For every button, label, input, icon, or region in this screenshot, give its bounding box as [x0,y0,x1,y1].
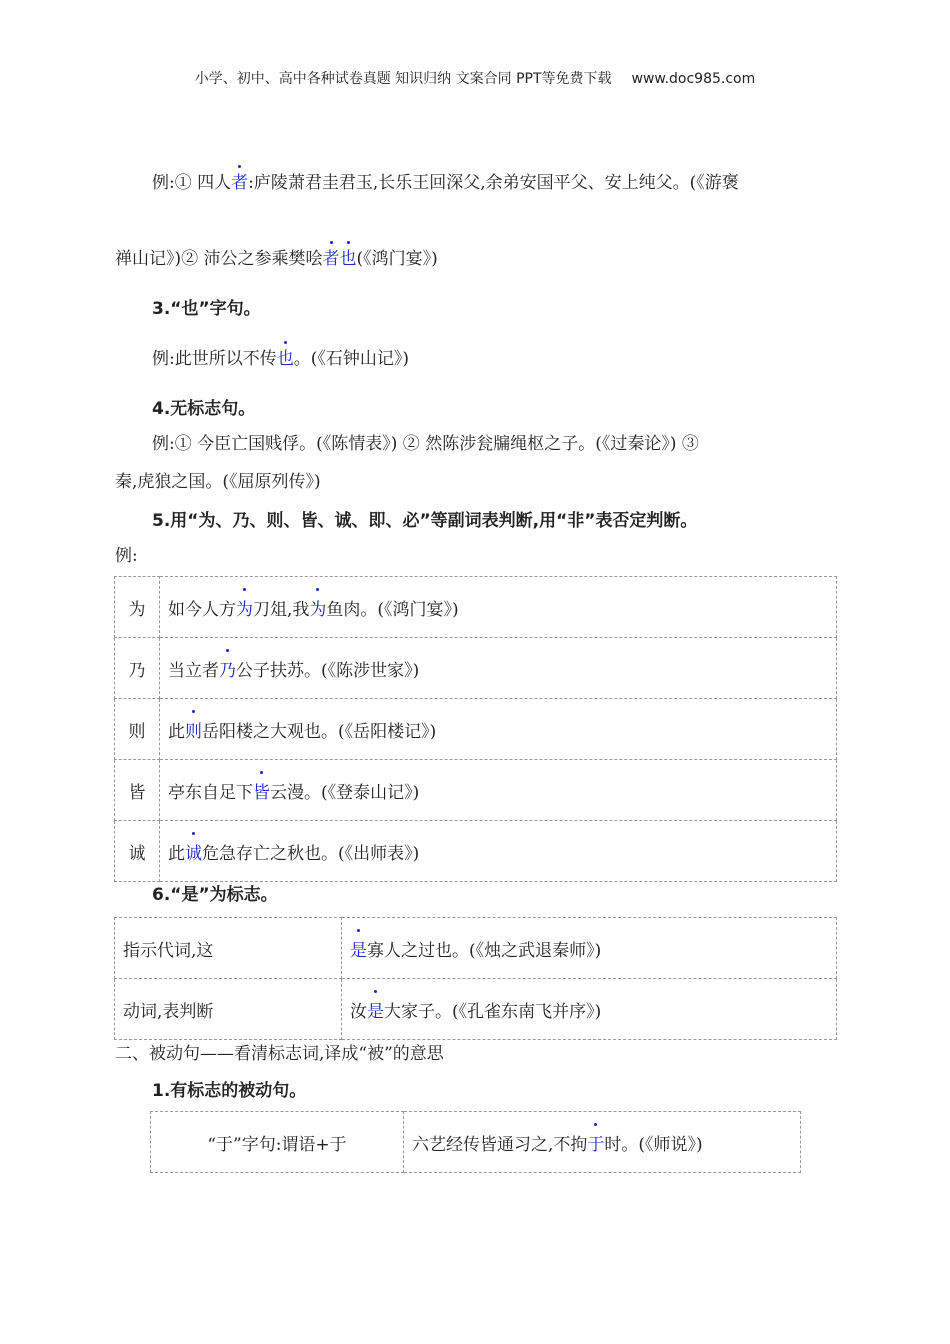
emphasis-mark: 也 [276,349,294,369]
heading-6: 6.“是”为标志。 [152,885,278,905]
emphasis-mark: 为 [236,595,253,620]
heading-5: 5.用“为、乃、则、皆、诚、即、必”等副词表判断,用“非”表否定判断。 [152,511,698,531]
example-label: 例: [115,546,138,566]
yu-table [150,1111,801,1173]
emphasis-mark: 是 [367,997,384,1022]
emphasis-mark: 乃 [219,656,236,681]
emphasis-mark: 于 [587,1130,604,1155]
example-3: 例:此世所以不传也。(《石钟山记》) [152,349,409,369]
table-row: “于”字句:谓语+于 六艺经传皆通习之,不拘于时。(《师说》) [151,1112,801,1173]
table-row: 为 如今人方为刀俎,我为鱼肉。(《鸿门宴》) [115,577,837,638]
emphasis-mark: 者 [231,173,249,193]
table-row: 乃 当立者乃公子扶苏。(《陈涉世家》) [115,638,837,699]
example-4-line-2: 秦,虎狼之国。(《屈原列传》) [115,472,321,492]
heading-2-1: 1.有标志的被动句。 [152,1081,307,1101]
table-row: 诚 此诚危急存亡之秋也。(《出师表》) [115,821,837,882]
header-text: 小学、初中、高中各种试卷真题 知识归纳 文案合同 PPT等免费下载 [194,71,612,87]
table-row: 指示代词,这 是寡人之过也。(《烛之武退秦师》) [115,918,837,979]
section-2-title: 二、被动句——看清标志词,译成“被”的意思 [115,1044,444,1064]
example-4-line-1: 例:① 今臣亡国贱俘。(《陈情表》) ② 然陈涉瓮牖绳枢之子。(《过秦论》) ③ [152,434,699,454]
table-row: 则 此则岳阳楼之大观也。(《岳阳楼记》) [115,699,837,760]
emphasis-mark: 为 [309,595,326,620]
adverb-table [114,576,837,882]
emphasis-mark: 则 [185,717,202,742]
table-row: 动词,表判断 汝是大家子。(《孔雀东南飞并序》) [115,979,837,1040]
heading-4: 4.无标志句。 [152,399,256,419]
header-url: www.doc985.com [631,71,756,87]
page-header [0,68,950,88]
emphasis-mark: 也 [339,249,357,269]
emphasis-mark: 者 [322,249,340,269]
emphasis-mark: 诚 [185,839,202,864]
example-1-line-2: 禅山记》)② 沛公之参乘樊哙者也(《鸿门宴》) [115,249,438,269]
emphasis-mark: 皆 [253,778,270,803]
table-row: 皆 亭东自足下皆云漫。(《登泰山记》) [115,760,837,821]
example-1-line-1: 例:① 四人者:庐陵萧君圭君玉,长乐王回深父,余弟安国平父、安上纯父。(《游褒 [152,173,739,193]
heading-3: 3.“也”字句。 [152,299,261,319]
emphasis-mark: 是 [350,936,367,961]
shi-table [114,917,837,1040]
